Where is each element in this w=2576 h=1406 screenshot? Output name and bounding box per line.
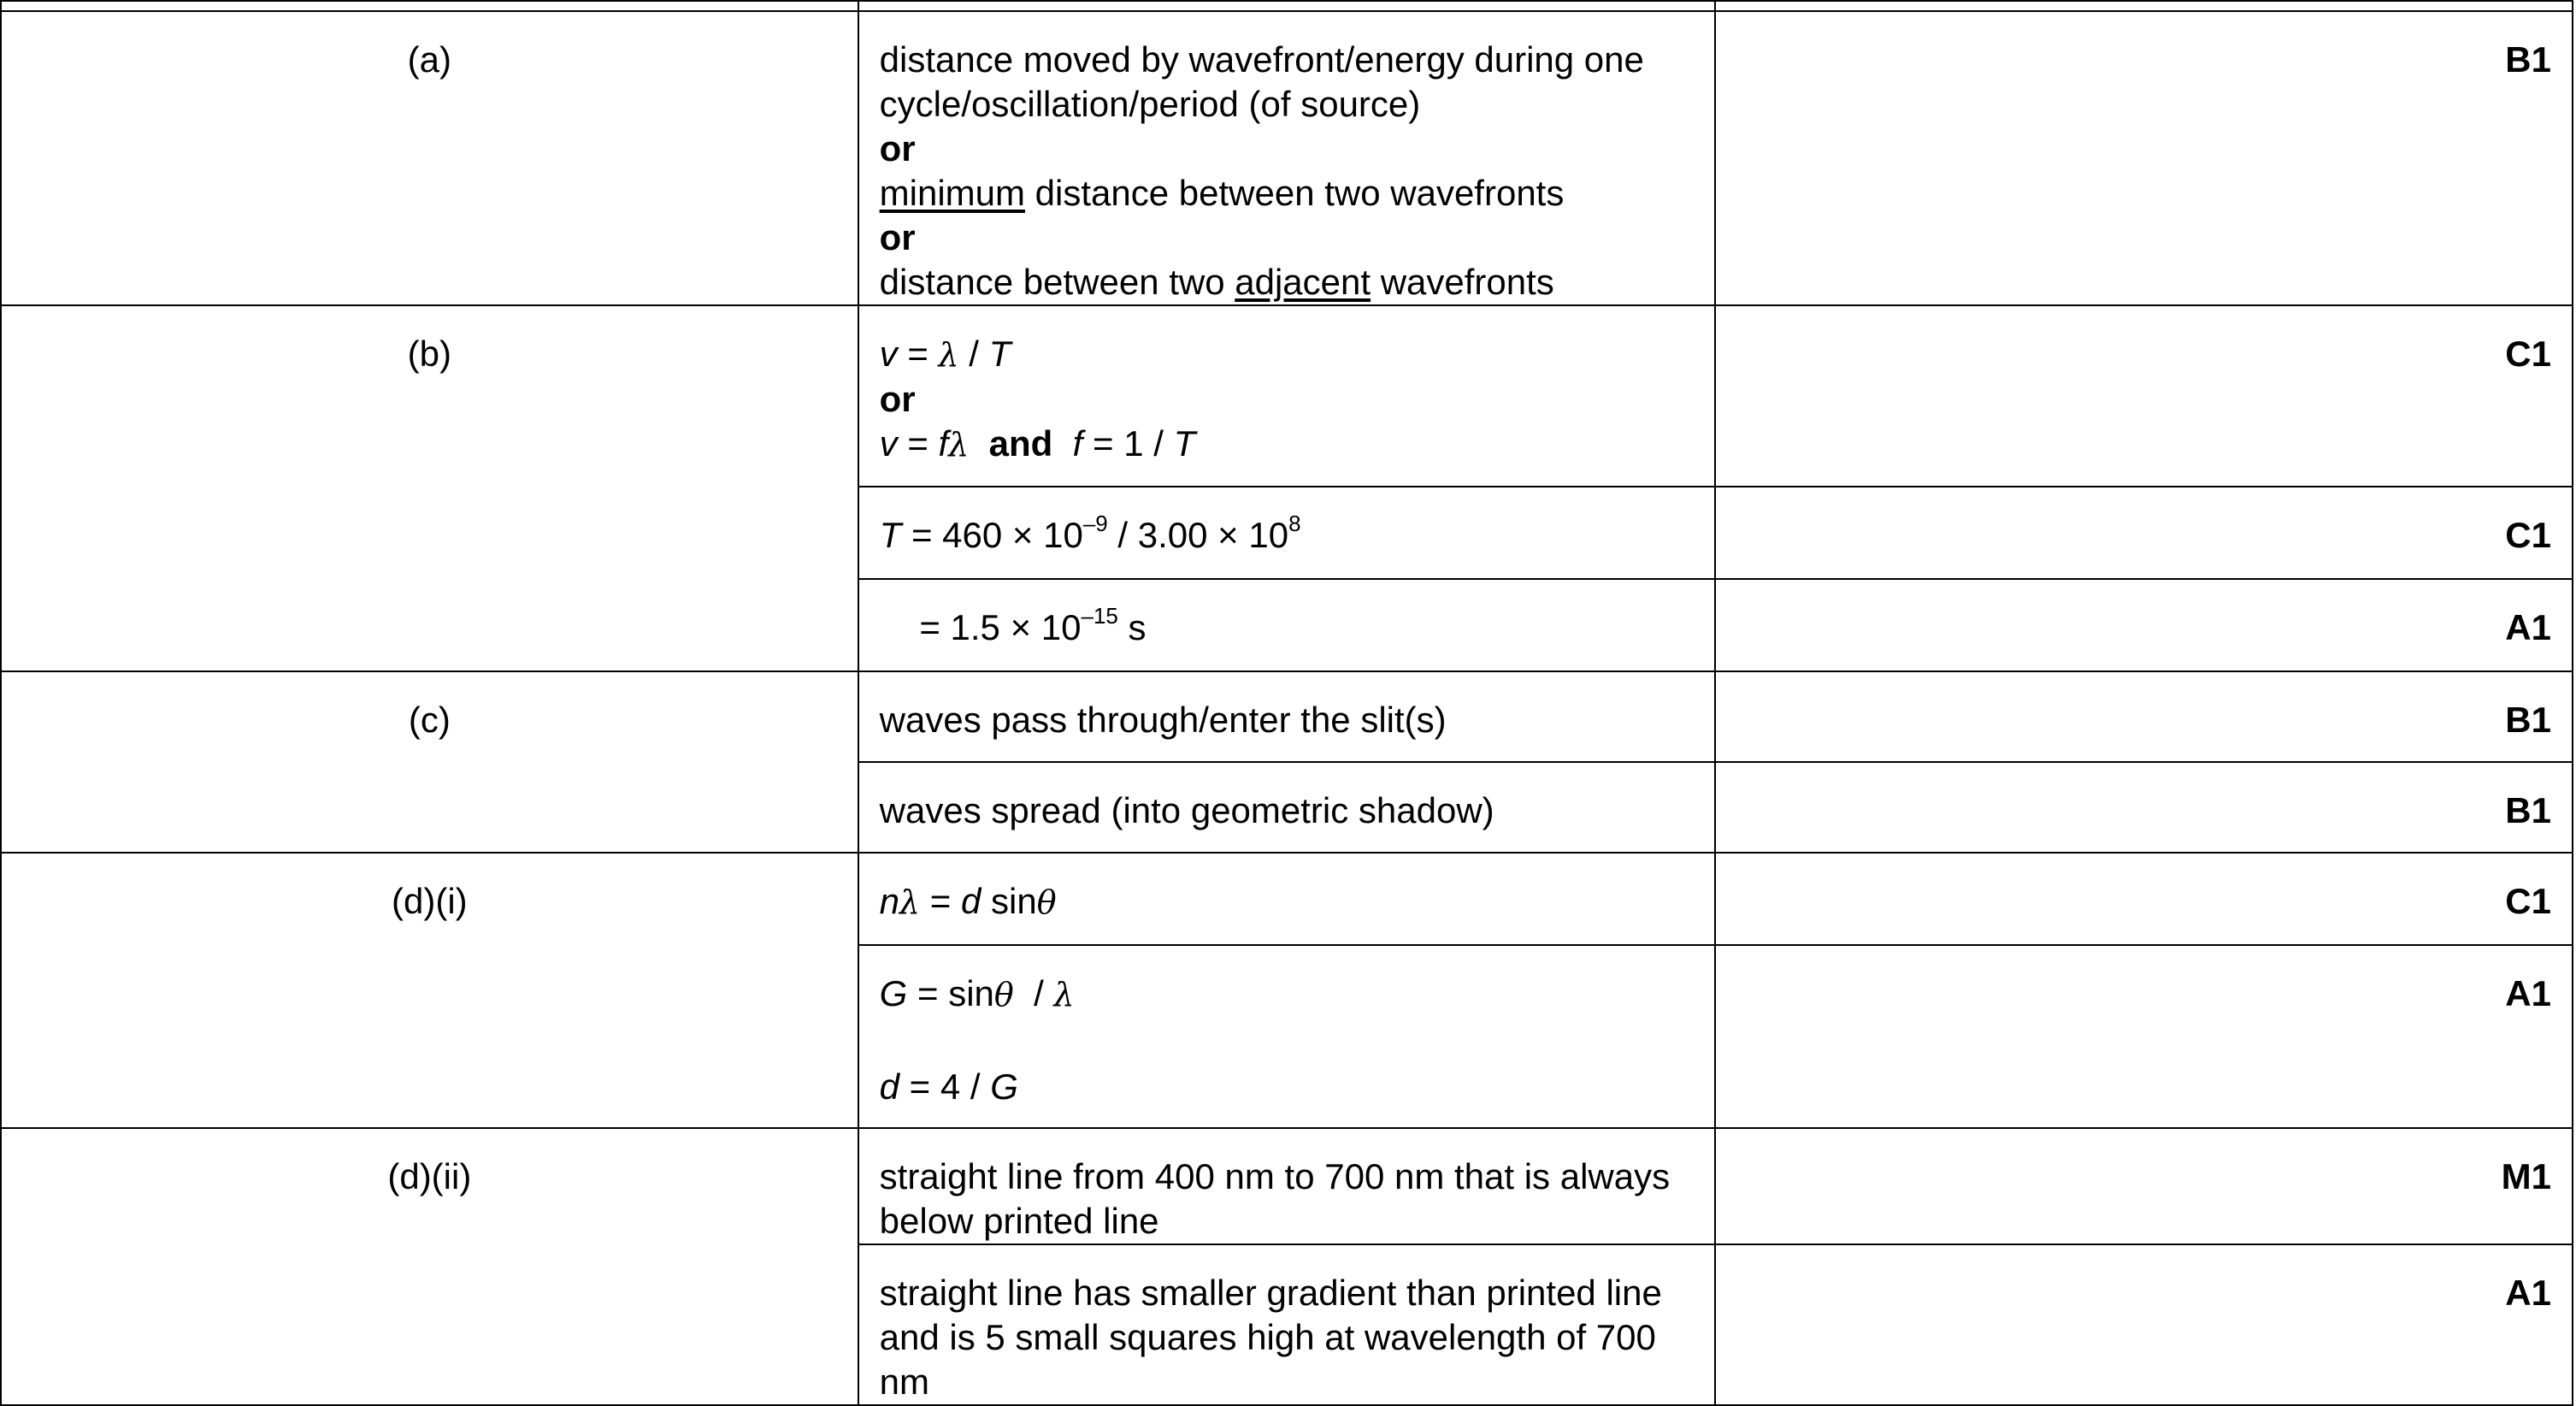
- mark-cell: B1: [1715, 11, 2573, 305]
- answer-cell-a: [858, 11, 1716, 305]
- mark-cell: M1: [1715, 1128, 2573, 1244]
- answer-cell-b-result: [858, 579, 1716, 671]
- mark-cell: C1: [1715, 487, 2573, 579]
- equation: nλ = d sinθ: [879, 881, 1057, 921]
- header-cell: [1715, 1, 2573, 11]
- header-cell: [1, 1, 858, 11]
- answer-cell-di-formula: [858, 853, 1716, 945]
- question-label-a: (a): [1, 11, 858, 305]
- mark-cell: C1: [1715, 853, 2573, 945]
- question-label-d-i: (d)(i): [1, 853, 858, 1128]
- or-keyword: or: [879, 217, 916, 257]
- mark-cell: A1: [1715, 945, 2573, 1128]
- answer-text: straight line from 400 nm to 700 nm that is always below printed line: [858, 1128, 1716, 1244]
- equation: d = 4 / G: [879, 1066, 1018, 1107]
- or-keyword: or: [879, 379, 916, 419]
- equation: = $1.5 \times 10^{-15}$ s: [879, 603, 1147, 647]
- equation: v = fλ and f = 1 / T: [879, 423, 1196, 464]
- question-label-b: (b): [1, 305, 858, 671]
- mark-cell: A1: [1715, 1244, 2573, 1405]
- mark-cell: B1: [1715, 762, 2573, 853]
- answer-cell-b-formula: [858, 305, 1716, 487]
- answer-text: waves spread (into geometric shadow): [858, 762, 1716, 853]
- table-row: [1, 1128, 2573, 1244]
- mark-cell: A1: [1715, 579, 2573, 671]
- equation: $T = 460 \times 10^{-9} / 3.00 \times 10^8$: [879, 511, 1301, 555]
- table-row: [1, 305, 2573, 487]
- answer-text: distance moved by wavefront/energy during one cycle/oscillation/period (of source): [879, 39, 1644, 124]
- underlined-term: minimum: [879, 173, 1025, 213]
- answer-cell-di-gradient: [858, 945, 1716, 1128]
- underlined-term: adjacent: [1235, 262, 1371, 302]
- answer-text: distance between two adjacent wavefronts: [879, 262, 1554, 302]
- table-row: [1, 11, 2573, 305]
- equation: G = sinθ / λ: [879, 973, 1075, 1013]
- answer-cell-b-substitution: [858, 487, 1716, 579]
- answer-text: waves pass through/enter the slit(s): [858, 671, 1716, 762]
- question-label-d-ii: (d)(ii): [1, 1128, 858, 1405]
- table-row: [1, 671, 2573, 762]
- header-cell: [858, 1, 1716, 11]
- answer-text: straight line has smaller gradient than printed line and is 5 small squares high at wavelength of 700 nm: [858, 1244, 1716, 1405]
- question-label-c: (c): [1, 671, 858, 853]
- table-row: [1, 853, 2573, 945]
- mark-cell: C1: [1715, 305, 2573, 487]
- or-keyword: or: [879, 128, 916, 168]
- and-keyword: and: [988, 423, 1053, 464]
- answer-text: minimum distance between two wavefronts: [879, 173, 1565, 213]
- mark-cell: B1: [1715, 671, 2573, 762]
- equation: v = λ / T: [879, 334, 1011, 374]
- table-top-strip: [1, 1, 2573, 11]
